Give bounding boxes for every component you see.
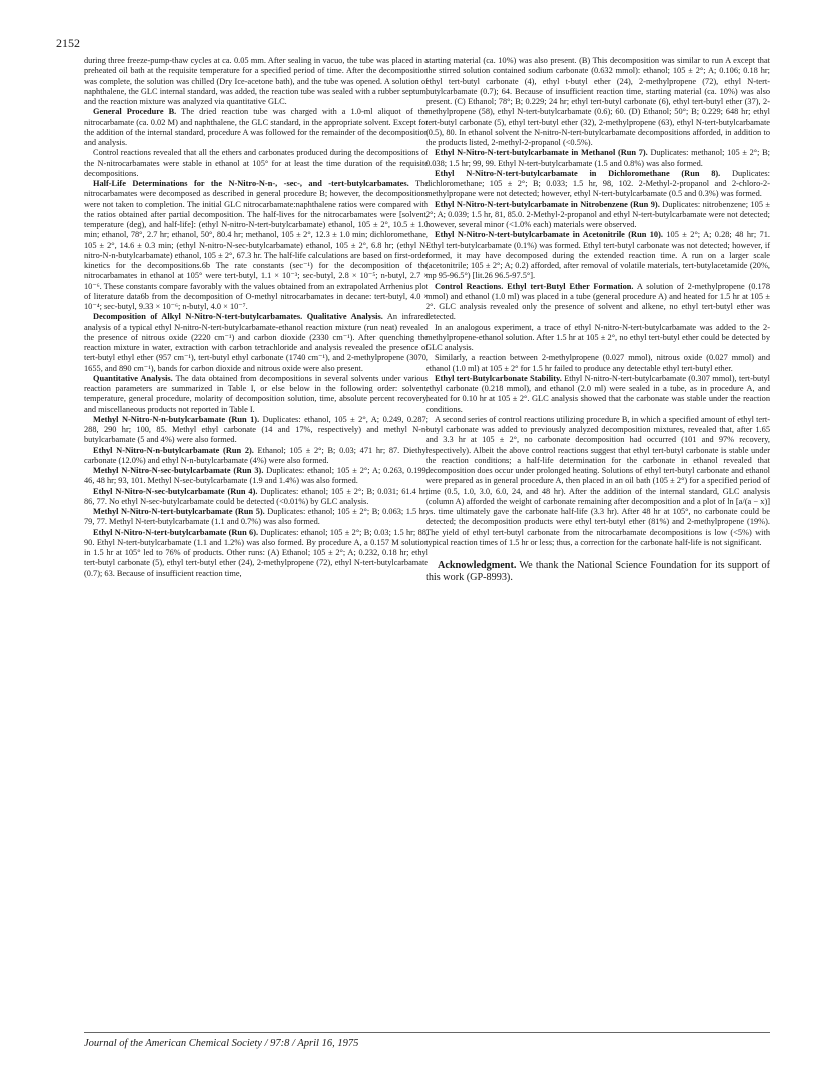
paragraph: Ethyl N-Nitro-N-tert-butylcarbamate in Dichloromethane (Run 8). Duplicates: dichloromethane; 105 ± 2°; B; 0.033; 1.5 hr, 98, 102. 2-Methyl-2-propanol and 2-chloro-2-methylpropane were not detected; however, ethyl N-tert-butylcarbamate (0.5 and 0.3%) was formed. xyxy=(426,168,770,199)
paragraph: A second series of control reactions utilizing procedure B, in which a specified amount of ethyl tert-butyl carbonate was added to previously analyzed decomposition mixtures, revealed that, after 1.65 and 3.3 hr at 105 ± 2°, no carbonate decomposition had occurred (101 and 97% recovery, respectively). Albeit the above control reactions suggest that ethyl tert-butyl carbonate is stable under the reaction conditions; a half-life determination for the carbonate in ethanol revealed that decomposition does occur under prolonged heating. Solutions of ethyl tert-butyl carbonate and ethanol were prepared as in general procedure A, then placed in an oil bath (105 ± 2°) for a specified period of time (0.5, 1.0, 3.0, 6.0, 24, and 48 hr). After the addition of the internal standard, GLC analysis (column A) afforded the weight of carbonate remaining after decomposition and a plot of ln [a/(a − x)] vs. time ultimately gave the carbonate half-life (3.3 hr). After 48 hr at 105°, no carbonate could be detected; the decomposition products were ethyl tert-butyl ether (81%) and 2-methylpropene (19%). The yield of ethyl tert-butyl carbonate from the nitrocarbamate decompositions is low (<5%) with typical reaction times of 1.5 hr or less; thus, a correction for the carbonate half-life is not significant. xyxy=(426,414,770,547)
paragraph: Half-Life Determinations for the N-Nitro-N-n-, -sec-, and -tert-butylcarbamates. The nitrocarbamates were decomposed as described in general procedure B; however, the decompositions were not taken to completion. The initial GLC nitrocarbamate:naphthalene ratios were compared with the ratios obtained after partial decomposition. The half-lives for the nitrocarbamates were [solvent, temperature (deg), and half-life]: (ethyl N-nitro-N-tert-butylcarbamate) ethanol, 105 ± 2°, 10.5 ± 1.0 min; ethanol, 78°, 2.7 hr; ethanol, 50°, 80.4 hr; methanol, 105 ± 2°, 12.3 ± 1.0 min; dichloromethane, 105 ± 2°, 14.6 ± 0.3 min; (ethyl N-nitro-N-sec-butylcarbamate) ethanol, 105 ± 2°, 6.8 hr; (ethyl N-nitro-N-n-butylcarbamate) ethanol, 105 ± 2°, 67.3 hr. The half-life calculations are based on first-order kinetics for the decompositions.6b The rate constants (sec⁻¹) for the decomposition of the nitrocarbamates in ethanol at 105° were tert-butyl, 1.1 × 10⁻³; sec-butyl, 2.8 × 10⁻⁵; n-butyl, 2.7 × 10⁻⁶. These constants compare favorably with the values obtained from an extrapolated Arrhenius plot of literature data6b from the decomposition of O-methyl nitrocarbamates in decane: tert-butyl, 4.0 × 10⁻⁴; sec-butyl, 9.33 × 10⁻⁶; n-butyl, 4.0 × 10⁻⁷. xyxy=(84,179,428,311)
paragraph: Ethyl N-Nitro-N-tert-butylcarbamate in Methanol (Run 7). Duplicates: methanol; 105 ± 2°; B; 0.038; 1.5 hr; 99, 99. Ethyl N-tert-butylcarbamate (1.5 and 0.8%) was also formed. xyxy=(426,148,770,168)
acknowledgment: Acknowledgment. We thank the National Science Foundation for its support of this work (GP-8993). xyxy=(426,560,770,584)
paragraph: Control reactions revealed that all the ethers and carbonates produced during the decompositions of the N-nitrocarbamates were stable in ethanol at 105° for at least the time duration of the requisite decompositions. xyxy=(84,148,428,178)
paragraph: Control Reactions. Ethyl tert-Butyl Ether Formation. A solution of 2-methylpropene (0.178 mmol) and ethanol (1.0 ml) was placed in a tube (general procedure A) and heated for 1.5 hr at 105 ± 2°. GLC analysis revealed only the presence of solvent and alkene, no ethyl tert-butyl ether was detected. xyxy=(426,281,770,322)
right-column xyxy=(426,56,770,584)
paragraph: starting material (ca. 10%) was also present. (B) This decomposition was similar to run A except that the stirred solution contained sodium carbonate (0.632 mmol): ethanol; 105 ± 2°; A; 0.106; 0.18 hr; ethyl tert-butyl carbonate (4), ethyl t-butyl ether (24), 2-methylpropene (72), ethyl N-tert-butylcarbamate (0.7); 64. Because of insufficient reaction time, starting material (ca. 10%) was also present. (C) Ethanol; 78°; B; 0.229; 24 hr; ethyl tert-butyl carbonate (6), ethyl tert-butyl ether (37), 2-methylpropene (58), ethyl N-tert-butylcarbamate (0.6); 60. (D) Ethanol; 50°; B; 0.229; 648 hr; ethyl tert-butyl carbonate (5), ethyl tert-butyl ether (32), 2-methylpropene (63), ethyl N-tert-butylcarbamate (0.5), 80. In ethanol solvent the N-nitro-N-tert-butylcarbamate decompositions afforded, in addition to the products listed, 2-methyl-2-propanol (<0.5%). xyxy=(426,56,770,147)
left-column xyxy=(84,56,428,579)
paragraph: Ethyl tert-Butylcarbonate Stability. Ethyl N-nitro-N-tert-butylcarbamate (0.307 mmol), tert-butyl ethyl carbonate (0.218 mmol), and ethanol (2.0 ml) were sealed in a tube, as in procedure A, and heated for 0.10 hr at 105 ± 2°. GLC analysis showed that the carbonate was stable under the reaction conditions. xyxy=(426,373,771,414)
paragraph: Ethyl N-Nitro-N-n-butylcarbamate (Run 2). Ethanol; 105 ± 2°; B; 0.03; 471 hr; 87. Diethyl carbonate (12.0%) and ethyl N-n-butylcarbamate (4%) were also formed. xyxy=(84,445,428,465)
journal-footer: Journal of the American Chemical Society / 97:8 / April 16, 1975 xyxy=(84,1038,359,1049)
paragraph: during three freeze-pump-thaw cycles at ca. 0.05 mm. After sealing in vacuo, the tube was placed in a preheated oil bath at the requisite temperature for a specified period of time. After the decomposition was complete, the solution was chilled (Dry Ice-acetone bath), and the tube was opened. A solution of naphthalene, the GLC internal standard, was added, the reaction tube was sealed with a rubber septum, and the reaction mixture was analyzed via quantitative GLC. xyxy=(84,56,428,106)
paragraph: Ethyl N-Nitro-N-tert-butylcarbamate (Run 6). Duplicates: ethanol; 105 ± 2°; B; 0.03; 1.5 hr; 88, 90. Ethyl N-tert-butylcarbamate (1.1 and 1.2%) was also formed. By procedure A, a 0.157 M solution in 1.5 hr at 105° led to 76% of products. Other runs: (A) Ethanol; 105 ± 2°; A; 0.232, 0.18 hr; ethyl tert-butyl carbonate (5), ethyl tert-butyl ether (24), 2-methylpropene (72), ethyl N-tert-butylcarbamate (0.7); 63. Because of insufficient reaction time, xyxy=(84,527,428,578)
paragraph: Ethyl N-Nitro-N-tert-butylcarbamate in Nitrobenzene (Run 9). Duplicates: nitrobenzene; 105 ± 2°; A; 0.039; 1.5 hr, 81, 85.0. 2-Methyl-2-propanol and ethyl N-tert-butylcarbamate were not detected; however, several minor (<1.0% each) materials were observed. xyxy=(426,199,771,229)
paragraph: Quantitative Analysis. The data obtained from decompositions in several solvents under various reaction parameters are summarized in Table I, or else below in the following order: solvent, temperature, general procedure, molarity of decomposition solution, time, absolute percent recovery, and miscellaneous products not reported in Table I. xyxy=(84,373,428,414)
paragraph: Methyl N-Nitro-N-sec-butylcarbamate (Run 3). Duplicates: ethanol; 105 ± 2°; A; 0.263, 0.199; 46, 48 hr; 93, 101. Methyl N-sec-butylcarbamate (1.9 and 1.4%) was also formed. xyxy=(84,466,428,486)
paragraph: Ethyl N-Nitro-N-tert-butylcarbamate in Acetonitrile (Run 10). 105 ± 2°; A; 0.28; 48 hr; 71. Ethyl tert-butylcarbamate (0.1%) was formed. Ethyl tert-butyl carbonate was not detected; however, if formed, it may have decomposed during the extended reaction time. A run on a larger scale (acetonitrile; 105 ± 2°; A; 0.2) afforded, after removal of volatile materials, tert-butylacetamide (20%, mp 95-96.5°) [lit.26 96.5-97.5°]. xyxy=(426,230,770,281)
paragraph: Methyl N-Nitro-N-tert-butylcarbamate (Run 5). Duplicates: ethanol; 105 ± 2°; B; 0.063; 1.5 hr; 79, 77. Methyl N-tert-butylcarbamate (1.1 and 0.7%) was also formed. xyxy=(84,507,428,527)
paragraph: Similarly, a reaction between 2-methylpropene (0.027 mmol), nitrous oxide (0.027 mmol) and ethanol (1.0 ml) at 105 ± 2° for 1.5 hr failed to produce any detectable ethyl tert-butyl ether. xyxy=(426,353,770,373)
page-number: 2152 xyxy=(56,36,80,50)
footer-rule xyxy=(84,1032,770,1033)
paragraph: In an analogous experiment, a trace of ethyl N-nitro-N-tert-butylcarbamate was added to the 2-methylpropene-ethanol solution. After 1.5 hr at 105 ± 2°, no ethyl tert-butyl ether could be detected by GLC analysis. xyxy=(426,322,770,352)
paragraph: Ethyl N-Nitro-N-sec-butylcarbamate (Run 4). Duplicates: ethanol; 105 ± 2°; B; 0.031; 61.4 hr; 86, 77. No ethyl N-sec-butylcarbamate could be detected (<0.01%) by GLC analysis. xyxy=(84,486,428,506)
paragraph: Decomposition of Alkyl N-Nitro-N-tert-butylcarbamates. Qualitative Analysis. An infrared analysis of a typical ethyl N-nitro-N-tert-butylcarbamate-ethanol reaction mixture (run neat) revealed the presence of nitrous oxide (2220 cm⁻¹) and carbon dioxide (2330 cm⁻¹). After quenching the reaction mixture in water, extraction with carbon tetrachloride and analysis revealed the presence of tert-butyl ethyl ether (957 cm⁻¹), tert-butyl ethyl carbonate (1740 cm⁻¹), and 2-methylpropene (3070, 1655, and 890 cm⁻¹), bands for carbon dioxide and nitrous oxide were also present. xyxy=(84,312,428,373)
paragraph: Methyl N-Nitro-N-n-butylcarbamate (Run 1). Duplicates: ethanol, 105 ± 2°, A; 0.249, 0.287; 288, 290 hr; 100, 85. Methyl ethyl carbonate (14 and 17%, respectively) and methyl N-n-butylcarbamate (5 and 4%) were also formed. xyxy=(84,414,428,445)
paragraph: General Procedure B. The dried reaction tube was charged with a 1.0-ml aliquot of the nitrocarbamate (ca. 0.02 M) and naphthalene, the GLC standard, in the appropriate solvent. Except for the addition of the internal standard, procedure A was followed for the remainder of the decomposition and analysis. xyxy=(84,107,428,147)
